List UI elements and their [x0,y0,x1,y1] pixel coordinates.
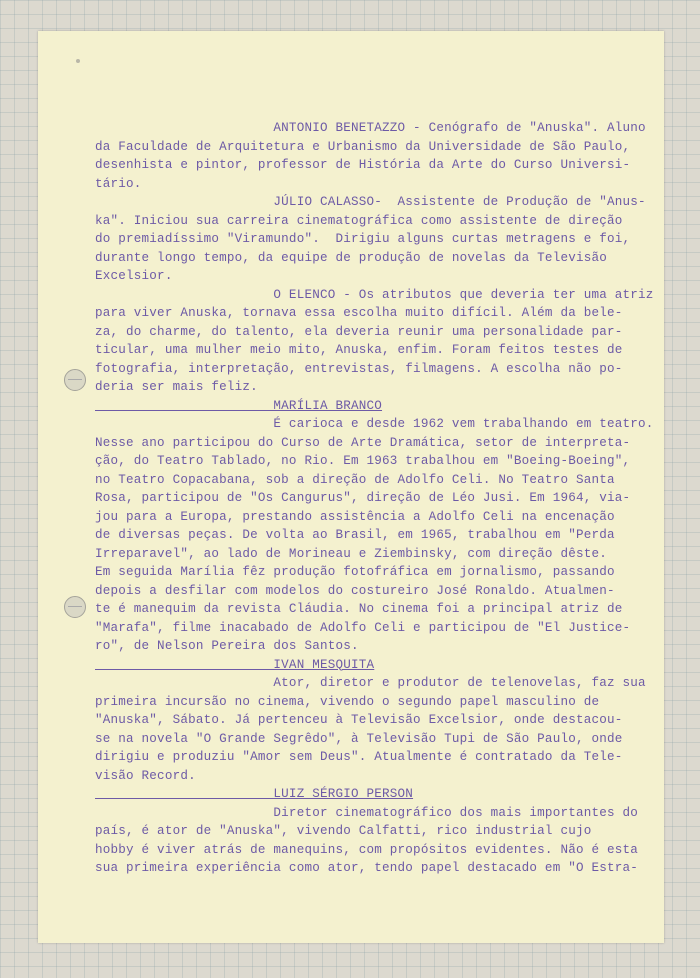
pin-mark [76,59,80,63]
text-line: tário. [95,176,142,191]
text-line: ção, do Teatro Tablado, no Rio. Em 1963 trabalhou em "Boeing-Boeing", [95,454,631,468]
section-heading-luiz-sergio-person: LUIZ SÉRGIO PERSON [95,787,414,801]
punch-hole-bottom [64,596,86,618]
text-line: fotografia, interpretação, entrevistas, filmagens. A escolha não po- [95,361,623,376]
text-line: Rosa, participou de "Os Cangurus", direção de Léo Jusi. Em 1964, via- [95,491,631,505]
text-line: É carioca e desde 1962 vem trabalhando em teatro. [95,417,654,431]
text-line: no Teatro Copacabana, sob a direção de Adolfo Celi. No Teatro Santa [95,472,615,487]
text-line: Nesse ano participou do Curso de Arte Dramática, setor de interpreta- [95,435,631,450]
text-line: deria ser mais feliz. [95,380,258,394]
typed-text-body [95,119,655,878]
text-line: ka". Iniciou sua carreira cinematográfica como assistente de direção [95,213,623,228]
text-line: hobby é viver atrás de manequins, com propósitos evidentes. Não é esta [95,842,639,857]
text-line: da Faculdade de Arquitetura e Urbanismo da Universidade de São Paulo, [95,139,631,154]
text-line: visão Record. [95,768,196,783]
text-line: país, é ator de "Anuska", vivendo Calfatti, rico industrial cujo [95,824,592,838]
text-line: depois a desfilar com modelos do costureiro José Ronaldo. Atualmen- [95,583,615,598]
punch-hole-top [64,369,86,391]
text-line: ticular, uma mulher meio mito, Anuska, enfim. Foram feitos testes de [95,343,623,357]
text-line: durante longo tempo, da equipe de produção de novelas da Televisão [95,250,607,265]
text-line: jou para a Europa, prestando assistência a Adolfo Celi na encenação [95,509,615,524]
document-page [38,31,664,943]
text-line: do premiadíssimo "Viramundo". Dirigiu alguns curtas metragens e foi, [95,232,631,246]
text-line: Ator, diretor e produtor de telenovelas, faz sua [95,676,646,690]
text-line: sua primeira experiência como ator, tendo papel destacado em "O Estra- [95,861,639,875]
text-line: se na novela "O Grande Segrêdo", à Televisão Tupi de São Paulo, onde [95,731,623,746]
text-line: ro", de Nelson Pereira dos Santos. [95,639,359,653]
text-line: Irreparavel", ao lado de Morineau e Ziembinsky, com direção dêste. [95,546,607,561]
text-line: "Anuska", Sábato. Já pertenceu à Televisão Excelsior, onde destacou- [95,713,623,727]
section-heading-ivan-mesquita: IVAN MESQUITA [95,657,375,672]
text-line: de diversas peças. De volta ao Brasil, em 1965, trabalhou em "Perda [95,528,615,542]
text-line: "Marafa", filme inacabado de Adolfo Celi e participou de "El Justice- [95,620,631,635]
section-heading-marilia-branco: MARÍLIA BRANCO [95,398,383,413]
text-line: Em seguida Marília fêz produção fotofráfica em jornalismo, passando [95,565,615,579]
text-line: para viver Anuska, tornava essa escolha muito difícil. Além da bele- [95,306,623,320]
text-line: JÚLIO CALASSO- Assistente de Produção de "Anus- [95,195,646,209]
text-line: dirigiu e produziu "Amor sem Deus". Atualmente é contratado da Tele- [95,750,623,764]
text-line: za, do charme, do talento, ela deveria reunir uma personalidade par- [95,324,623,339]
text-line: ANTONIO BENETAZZO - Cenógrafo de "Anuska". Aluno [95,121,646,135]
text-line: te é manequim da revista Cláudia. No cinema foi a principal atriz de [95,602,623,616]
text-line: desenhista e pintor, professor de História da Arte do Curso Universi- [95,158,631,172]
text-line: Diretor cinematográfico dos mais importantes do [95,805,639,820]
text-line: primeira incursão no cinema, vivendo o segundo papel masculino de [95,694,600,709]
text-line: O ELENCO - Os atributos que deveria ter uma atriz [95,287,654,302]
text-line: Excelsior. [95,269,173,283]
